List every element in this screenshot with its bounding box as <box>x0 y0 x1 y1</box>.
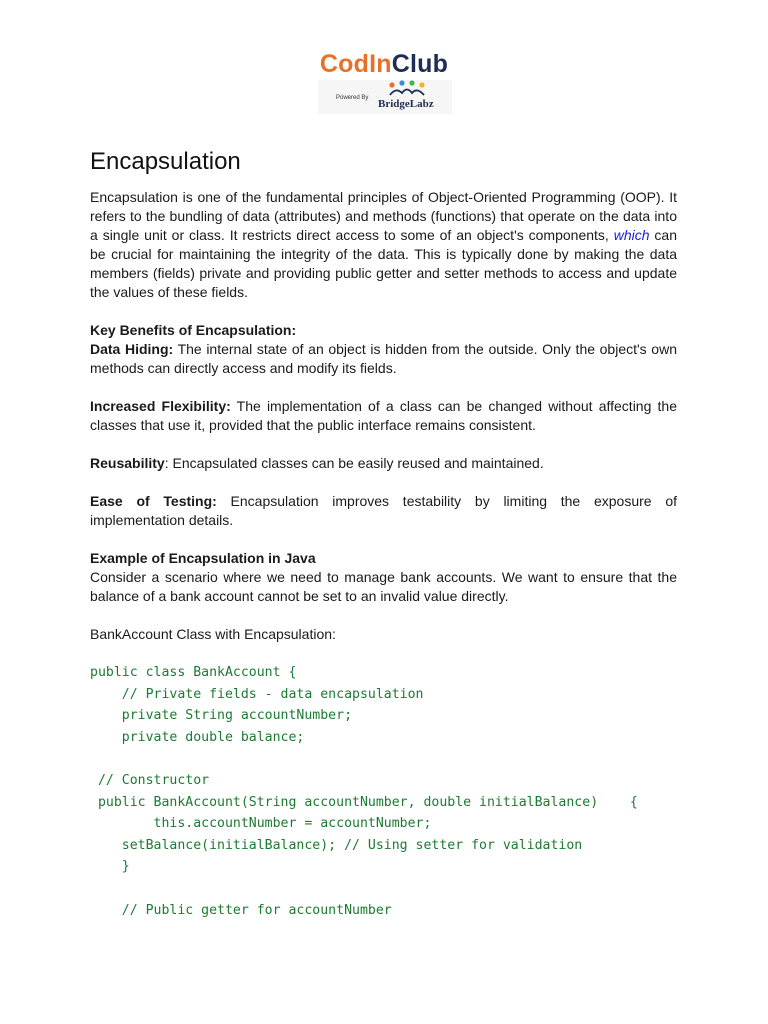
example-heading: Example of Encapsulation in Java <box>90 550 316 566</box>
powered-by-text: Powered By <box>336 95 369 101</box>
codinclub-logo <box>0 48 768 110</box>
code-line: public class BankAccount { <box>90 665 297 680</box>
code-line: setBalance(initialBalance); // Using setter for validation <box>90 837 583 853</box>
code-caption: BankAccount Class with Encapsulation: <box>90 626 336 642</box>
example-paragraph: Consider a scenario where we need to manage bank accounts. We want to ensure that the balance of a bank account cannot be set to an invalid value directly. <box>90 569 677 604</box>
benefit-text: The implementation of a class can be changed without affecting the classes that use it, provided that the public interface remains consistent. <box>90 398 677 433</box>
benefit-label: Increased Flexibility: <box>90 398 231 414</box>
code-line: this.accountNumber = accountNumber; <box>90 816 432 832</box>
benefit-flexibility <box>90 397 677 435</box>
benefit-reusability <box>90 454 677 473</box>
benefit-text: Encapsulation improves testability by limiting the exposure of implementation details. <box>90 493 677 528</box>
benefit-data-hiding <box>90 340 677 378</box>
powered-by-badge <box>318 80 452 114</box>
benefit-label: Data Hiding: <box>90 341 174 357</box>
benefit-text: The internal state of an object is hidden from the outside. Only the object's own methods can directly access and modify its fields. <box>90 341 677 376</box>
benefit-label: Reusability <box>90 455 165 471</box>
intro-paragraph <box>90 188 677 302</box>
code-line: // Constructor <box>90 772 210 788</box>
code-line: public BankAccount(String accountNumber, double initialBalance) { <box>90 794 638 810</box>
intro-highlight-word: which <box>613 227 650 243</box>
intro-text-before: Encapsulation is one of the fundamental principles of Object-Oriented Programming (OOP). It refers to the bundling of data (attributes) and methods (functions) that operate on the data into a single unit or class. It restricts direct access to some of an object's components, <box>90 189 677 243</box>
logo-part-codin: CodIn <box>319 50 392 78</box>
code-line: } <box>90 859 130 875</box>
benefit-label: Ease of Testing: <box>90 493 217 509</box>
page-title: Encapsulation <box>90 148 241 175</box>
logo-wordmark <box>0 48 768 80</box>
main-content <box>90 146 677 921</box>
code-block <box>90 662 677 921</box>
partner-name: BridgeLabz <box>378 98 434 110</box>
bridgelabz-logo-icon <box>384 80 434 100</box>
code-line: private String accountNumber; <box>90 708 353 724</box>
intro-text-after: can be crucial for maintaining the integrity of the data. This is typically done by making the data members (fields) private and providing public getter and setter methods to access and update the values of these fields. <box>90 227 677 300</box>
code-line: // Private fields - data encapsulation <box>90 686 424 702</box>
logo-part-club: Club <box>391 50 449 78</box>
benefit-testing <box>90 492 677 530</box>
benefit-text: : Encapsulated classes can be easily reused and maintained. <box>164 455 544 471</box>
code-line: private double balance; <box>90 729 305 745</box>
code-line: // Public getter for accountNumber <box>90 902 392 918</box>
benefits-heading: Key Benefits of Encapsulation: <box>90 322 297 338</box>
